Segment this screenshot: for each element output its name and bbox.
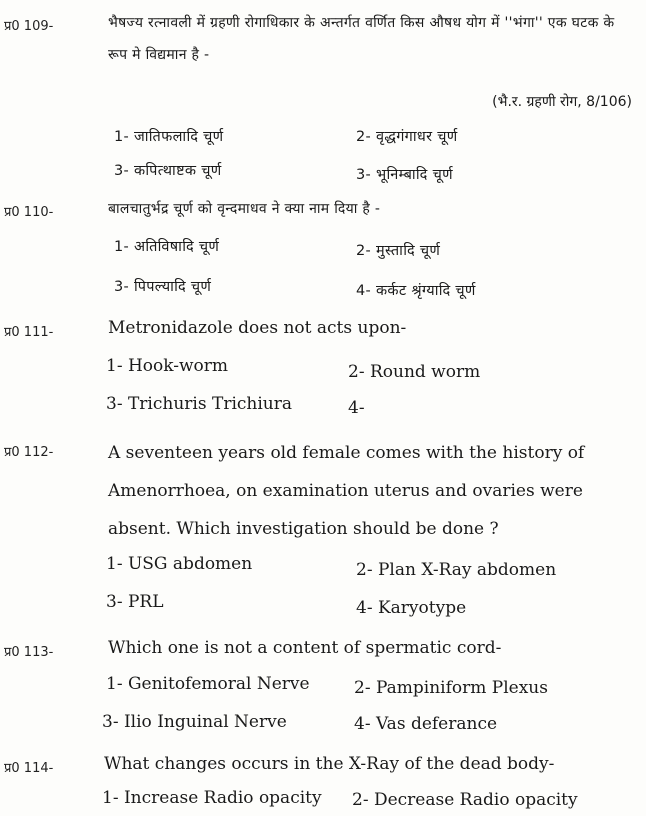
option-2: 2- Decrease Radio opacity [352,790,578,810]
option-3: 3- Trichuris Trichiura [106,394,292,414]
question-text: What changes occurs in the X-Ray of the dead body- [104,754,555,774]
option-3: 3- कपित्थाष्टक चूर्ण [114,163,222,179]
question-text: भैषज्य रत्नावली में ग्रहणी रोगाधिकार के अन्तर्गत वर्णित किस औषध योग में ''भंगा'' एक घटक के रूप मे विद्यमान है - [108,15,615,63]
question-text: बालचातुर्भद्र चूर्ण को वृन्दमाधव ने क्या नाम दिया है - [108,201,381,217]
option-4: 4- Vas deferance [354,714,498,734]
option-1: 1- Increase Radio opacity [102,788,322,808]
option-2: 2- Round worm [348,362,481,382]
option-1: 1- जातिफलादि चूर्ण [114,129,224,145]
question-number: प्र0 114- [4,761,54,776]
option-1: 1- Hook-worm [106,356,229,376]
question-text-line: Amenorrhoea, on examination uterus and ovaries were [108,481,583,501]
option-2: 2- Plan X-Ray abdomen [356,560,557,580]
option-4: 3- भूनिम्बादि चूर्ण [356,167,453,183]
question-text: Metronidazole does not acts upon- [108,318,407,338]
option-2: 2- वृद्धगंगाधर चूर्ण [356,129,458,145]
question-number: प्र0 112- [4,445,54,460]
question-number: प्र0 109- [4,19,54,34]
option-4: 4- [348,398,365,418]
option-3: 3- PRL [106,592,164,612]
option-4: 4- Karyotype [356,598,467,618]
option-1: 1- अतिविषादि चूर्ण [114,239,220,255]
option-4: 4- कर्कट श्रृंग्यादि चूर्ण [356,283,476,299]
option-3: 3- पिपल्यादि चूर्ण [114,279,212,295]
question-text-line: absent. Which investigation should be done ? [108,519,499,539]
option-2: 2- Pampiniform Plexus [354,678,548,698]
option-3: 3- Ilio Inguinal Nerve [102,712,287,732]
question-text-line: A seventeen years old female comes with the history of [108,443,585,463]
question-number: प्र0 110- [4,205,54,220]
question-reference: (भै.र. ग्रहणी रोग, 8/106) [492,94,632,110]
option-1: 1- USG abdomen [106,554,253,574]
question-number: प्र0 113- [4,645,54,660]
option-2: 2- मुस्तादि चूर्ण [356,243,441,259]
option-1: 1- Genitofemoral Nerve [106,674,310,694]
question-text [108,434,646,548]
question-text: Which one is not a content of spermatic cord- [108,638,502,658]
question-number: प्र0 111- [4,325,54,340]
